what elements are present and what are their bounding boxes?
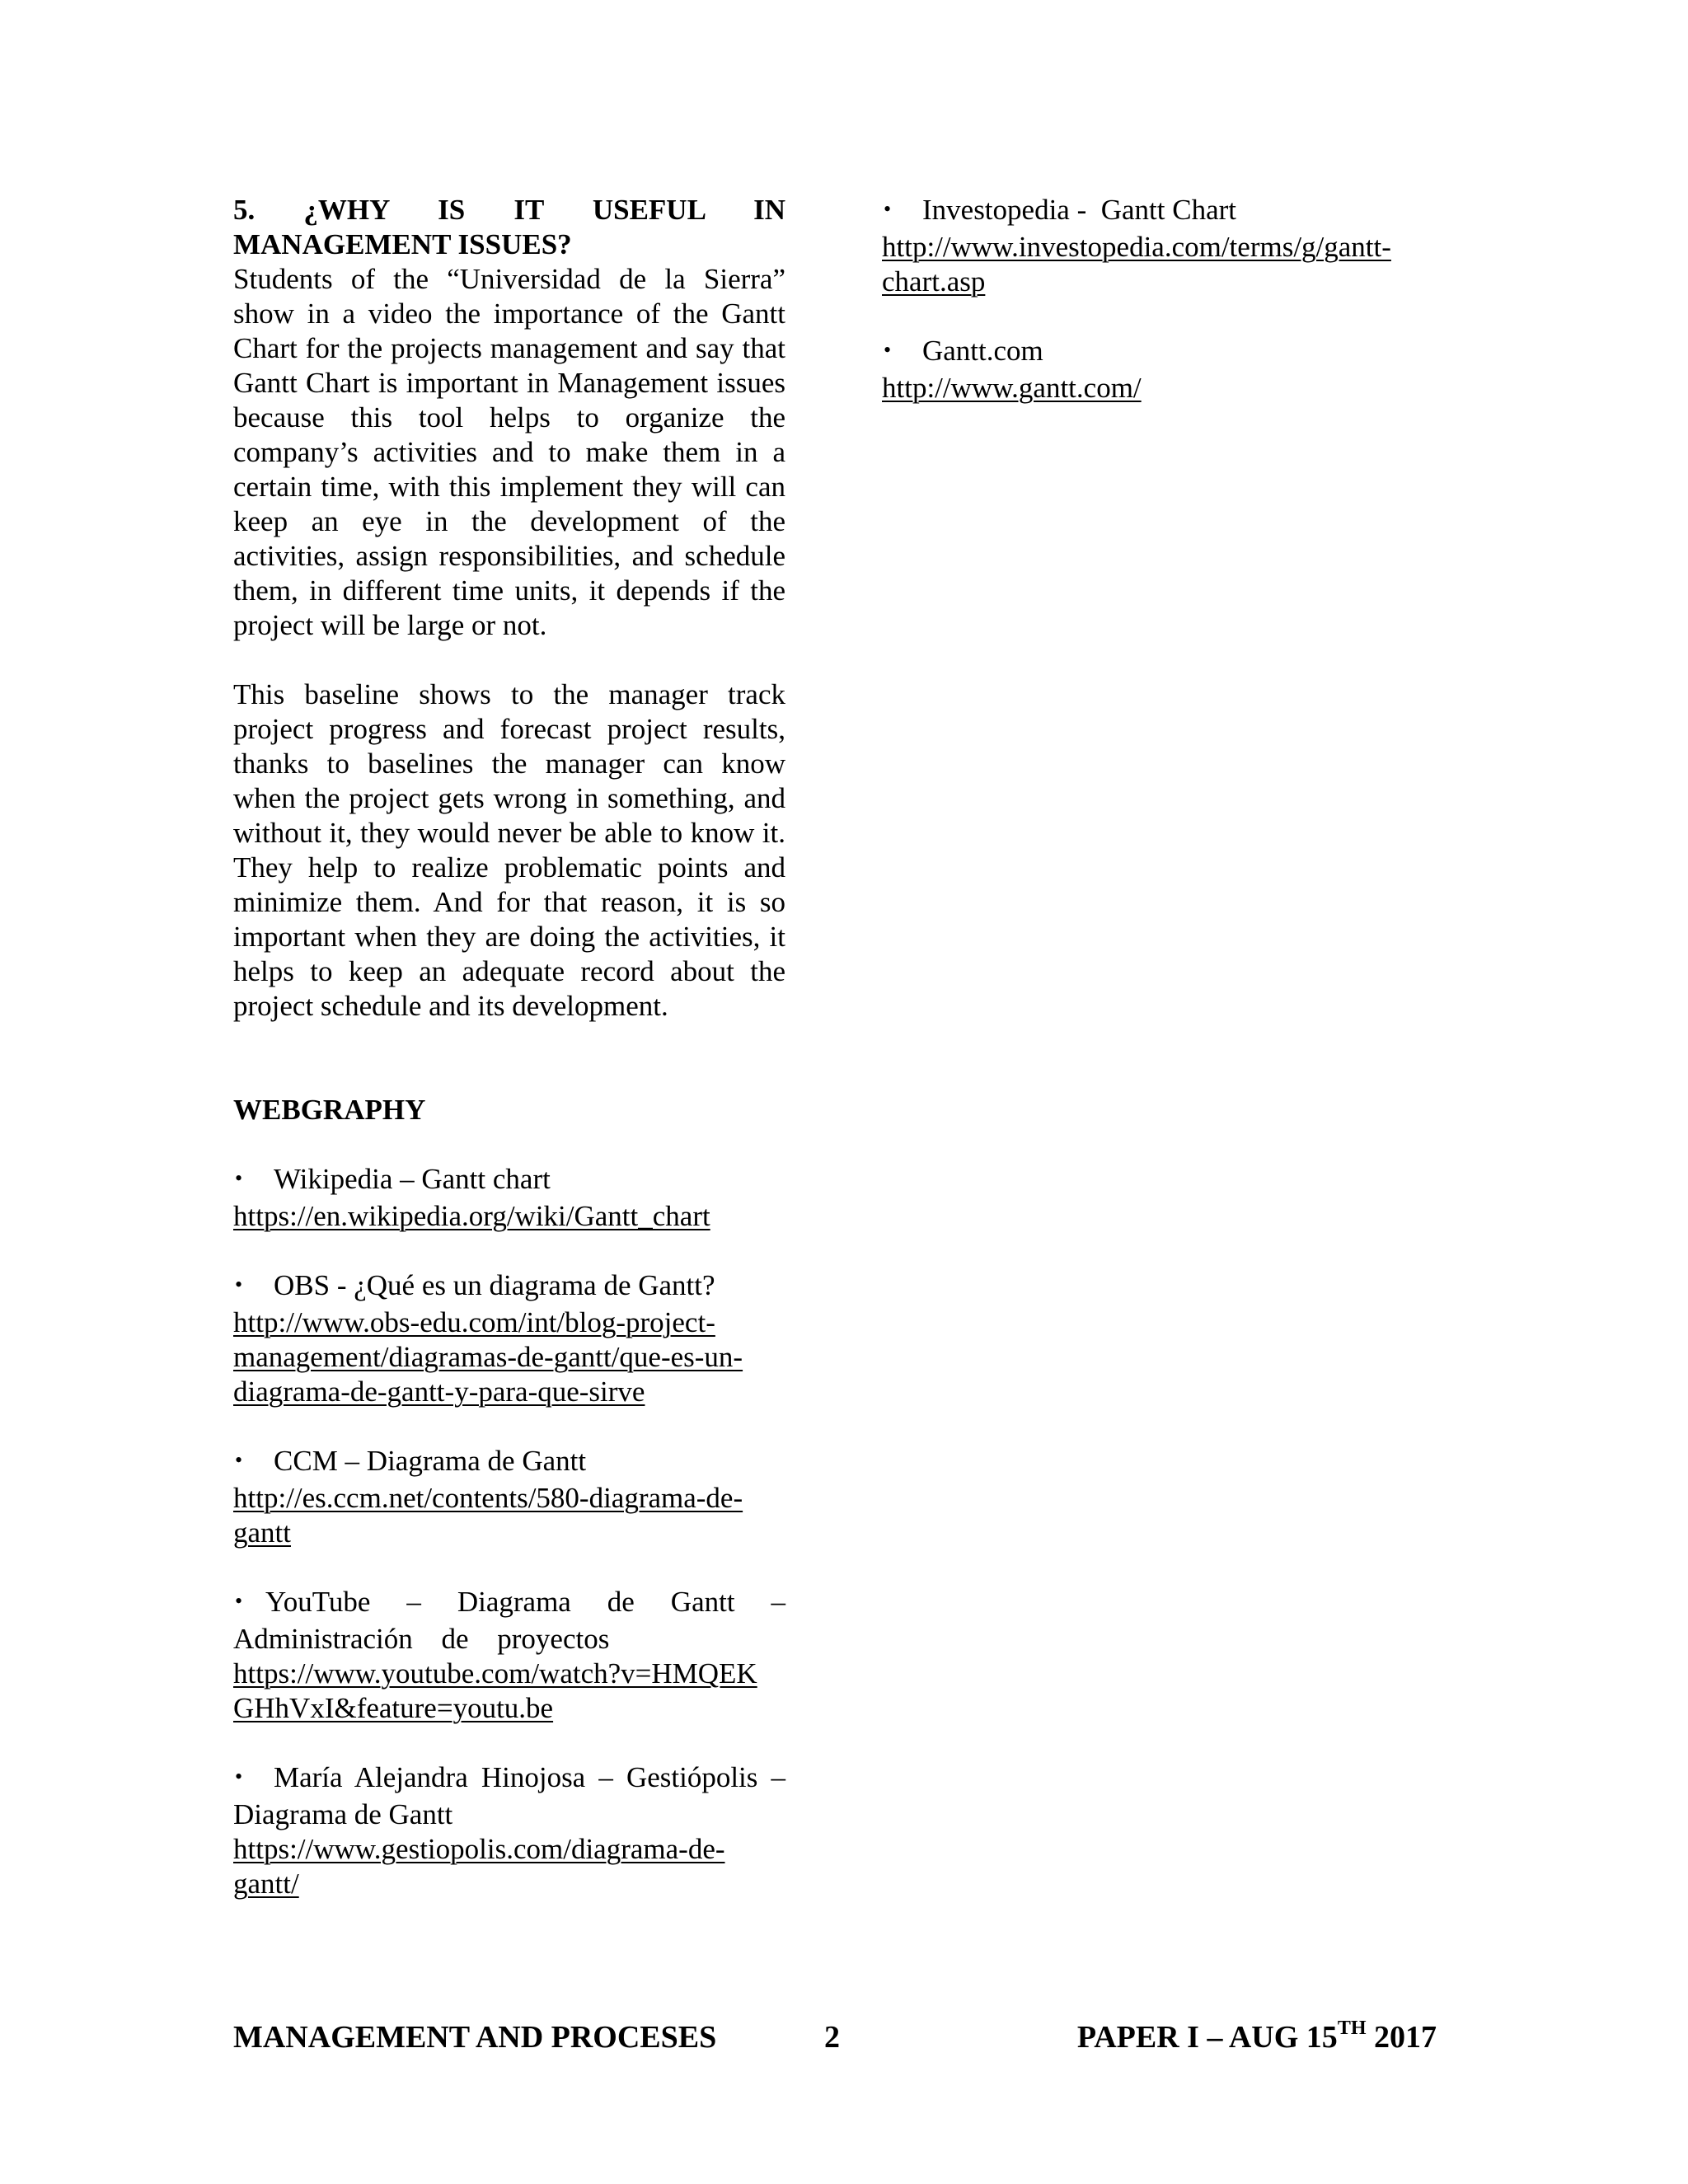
right-column: [882, 193, 1451, 405]
footer-page-number: 2: [824, 2020, 840, 2055]
reference-link[interactable]: https://www.youtube.com/watch?v=HMQEK GHhVxI&feature=youtu.be: [233, 1657, 757, 1724]
section-heading-line1: 5. ¿WHY IS IT USEFUL IN: [233, 194, 785, 226]
reference-title: • CCM – Diagrama de Gantt: [235, 1445, 587, 1477]
reference-title: • Gantt.com: [884, 335, 1043, 367]
bullet-icon: •: [884, 197, 892, 221]
bullet-icon: •: [235, 1448, 243, 1472]
reference-link[interactable]: http://www.obs-edu.com/int/blog-project- management/diagramas-de-gantt/que-es-un- diagrama-de-gantt-y-para-que-sirve: [233, 1306, 743, 1408]
section-heading-line2: MANAGEMENT ISSUES?: [233, 228, 572, 260]
section-paragraph-1: Students of the “Universidad de la Sierra” show in a video the importance of the Gantt Chart for the projects management and say that Gantt Chart is important in Management issues because this tool helps to organize the company’s activities and to make them in a certain time, with this implement they will can keep an eye in the development of the activities, assign responsibilities, and schedule them, in different time units, it depends if the project will be large or not.: [233, 263, 785, 641]
reference-link[interactable]: http://es.ccm.net/contents/580-diagrama-de- gantt: [233, 1482, 743, 1549]
reference-item: [233, 1585, 785, 1726]
reference-item: [233, 1444, 785, 1550]
reference-item: [882, 334, 1451, 405]
reference-title: • OBS - ¿Qué es un diagrama de Gantt?: [235, 1269, 715, 1301]
bullet-icon: •: [235, 1589, 243, 1613]
reference-link[interactable]: http://www.investopedia.com/terms/g/gantt- chart.asp: [882, 231, 1391, 298]
reference-title: • YouTube – Diagrama de Gantt – Administración de proyectos: [233, 1586, 785, 1655]
reference-item: [233, 1760, 785, 1901]
footer-course-title: MANAGEMENT AND PROCESES: [233, 2020, 717, 2055]
reference-title: • Investopedia - Gantt Chart: [884, 194, 1237, 226]
reference-link[interactable]: http://www.gantt.com/: [882, 372, 1142, 404]
bullet-icon: •: [235, 1765, 243, 1788]
reference-title: • María Alejandra Hinojosa – Gestiópolis – Diagrama de Gantt: [233, 1761, 785, 1830]
reference-item: [233, 1162, 785, 1234]
reference-title: • Wikipedia – Gantt chart: [235, 1163, 551, 1195]
section-heading: [233, 193, 785, 262]
bullet-icon: •: [235, 1272, 243, 1296]
reference-link[interactable]: https://en.wikipedia.org/wiki/Gantt_chart: [233, 1200, 710, 1232]
section-paragraph-2: This baseline shows to the manager track project progress and forecast project results, thanks to baselines the manager can know when the project gets wrong in something, and without it, they would never be able to know it. They help to realize problematic points and minimize them. And for that reason, it is so important when they are doing the activities, it helps to keep an adequate record about the project schedule and its development.: [233, 678, 785, 1022]
left-column: [233, 193, 785, 1901]
reference-item: [233, 1268, 785, 1409]
bullet-icon: •: [235, 1166, 243, 1190]
bullet-icon: •: [884, 338, 892, 362]
footer-paper-date: PAPER I – AUG 15TH 2017: [1076, 2018, 1437, 2055]
reference-link[interactable]: https://www.gestiopolis.com/diagrama-de- gantt/: [233, 1833, 725, 1900]
webgraphy-title: WEBGRAPHY: [233, 1094, 426, 1126]
page-footer: [233, 2018, 1437, 2057]
reference-item: [882, 193, 1451, 299]
